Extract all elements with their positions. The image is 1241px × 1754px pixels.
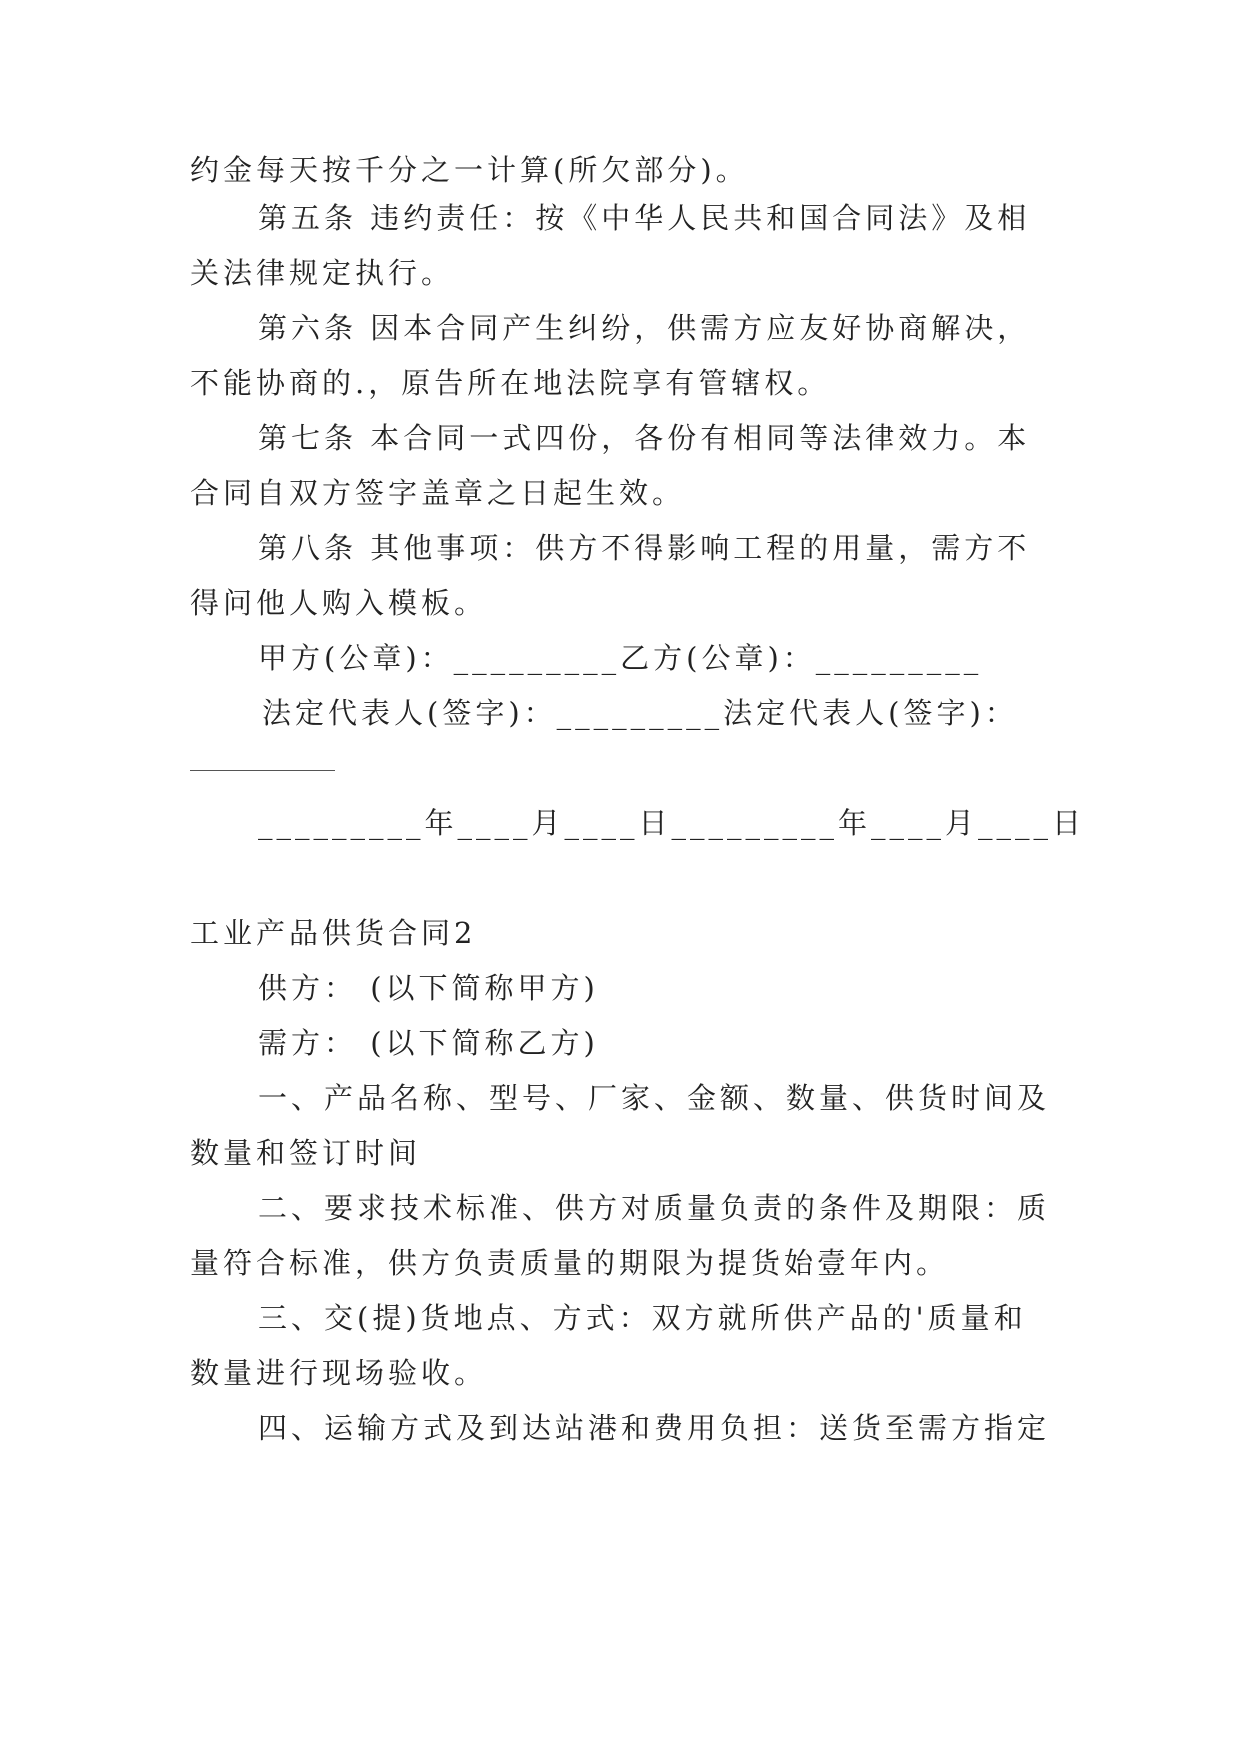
paragraph-line: 得问他人购入模板。: [190, 586, 488, 620]
supplier-line: 供方： (以下简称甲方): [258, 971, 599, 1005]
paragraph-line: 约金每天按千分之一计算(所欠部分)。: [190, 153, 749, 187]
signature-blank-underline: [190, 770, 335, 771]
paragraph-line: 数量和签订时间: [190, 1136, 422, 1170]
article-8-line: 第八条 其他事项：供方不得影响工程的用量，需方不: [258, 531, 1031, 565]
section-title: 工业产品供货合同2: [190, 916, 477, 950]
paragraph-line: 不能协商的.，原告所在地法院享有管辖权。: [190, 366, 831, 400]
paragraph-line: 数量进行现场验收。: [190, 1356, 488, 1390]
clause-1-line: 一、产品名称、型号、厂家、金额、数量、供货时间及: [258, 1081, 1051, 1115]
clause-3-line: 三、交(提)货地点、方式：双方就所供产品的'质量和: [258, 1301, 1027, 1335]
buyer-line: 需方： (以下简称乙方): [258, 1026, 599, 1060]
date-line: _________年____月____日_________年____月____日: [258, 806, 1086, 840]
paragraph-line: 合同自双方签字盖章之日起生效。: [190, 476, 686, 510]
representative-signature-line: 法定代表人(签字)：_________法定代表人(签字)：: [262, 696, 1018, 730]
party-seal-line: 甲方(公章)：_________乙方(公章)：_________: [258, 641, 983, 675]
clause-4-line: 四、运输方式及到达站港和费用负担：送货至需方指定: [258, 1411, 1051, 1445]
article-7-line: 第七条 本合同一式四份，各份有相同等法律效力。本: [258, 421, 1031, 455]
paragraph-line: 关法律规定执行。: [190, 256, 455, 290]
clause-2-line: 二、要求技术标准、供方对质量负责的条件及期限：质: [258, 1191, 1051, 1225]
article-5-line: 第五条 违约责任：按《中华人民共和国合同法》及相: [258, 201, 1031, 235]
paragraph-line: 量符合标准，供方负责质量的期限为提货始壹年内。: [190, 1246, 950, 1280]
article-6-line: 第六条 因本合同产生纠纷，供需方应友好协商解决，: [258, 311, 1031, 345]
